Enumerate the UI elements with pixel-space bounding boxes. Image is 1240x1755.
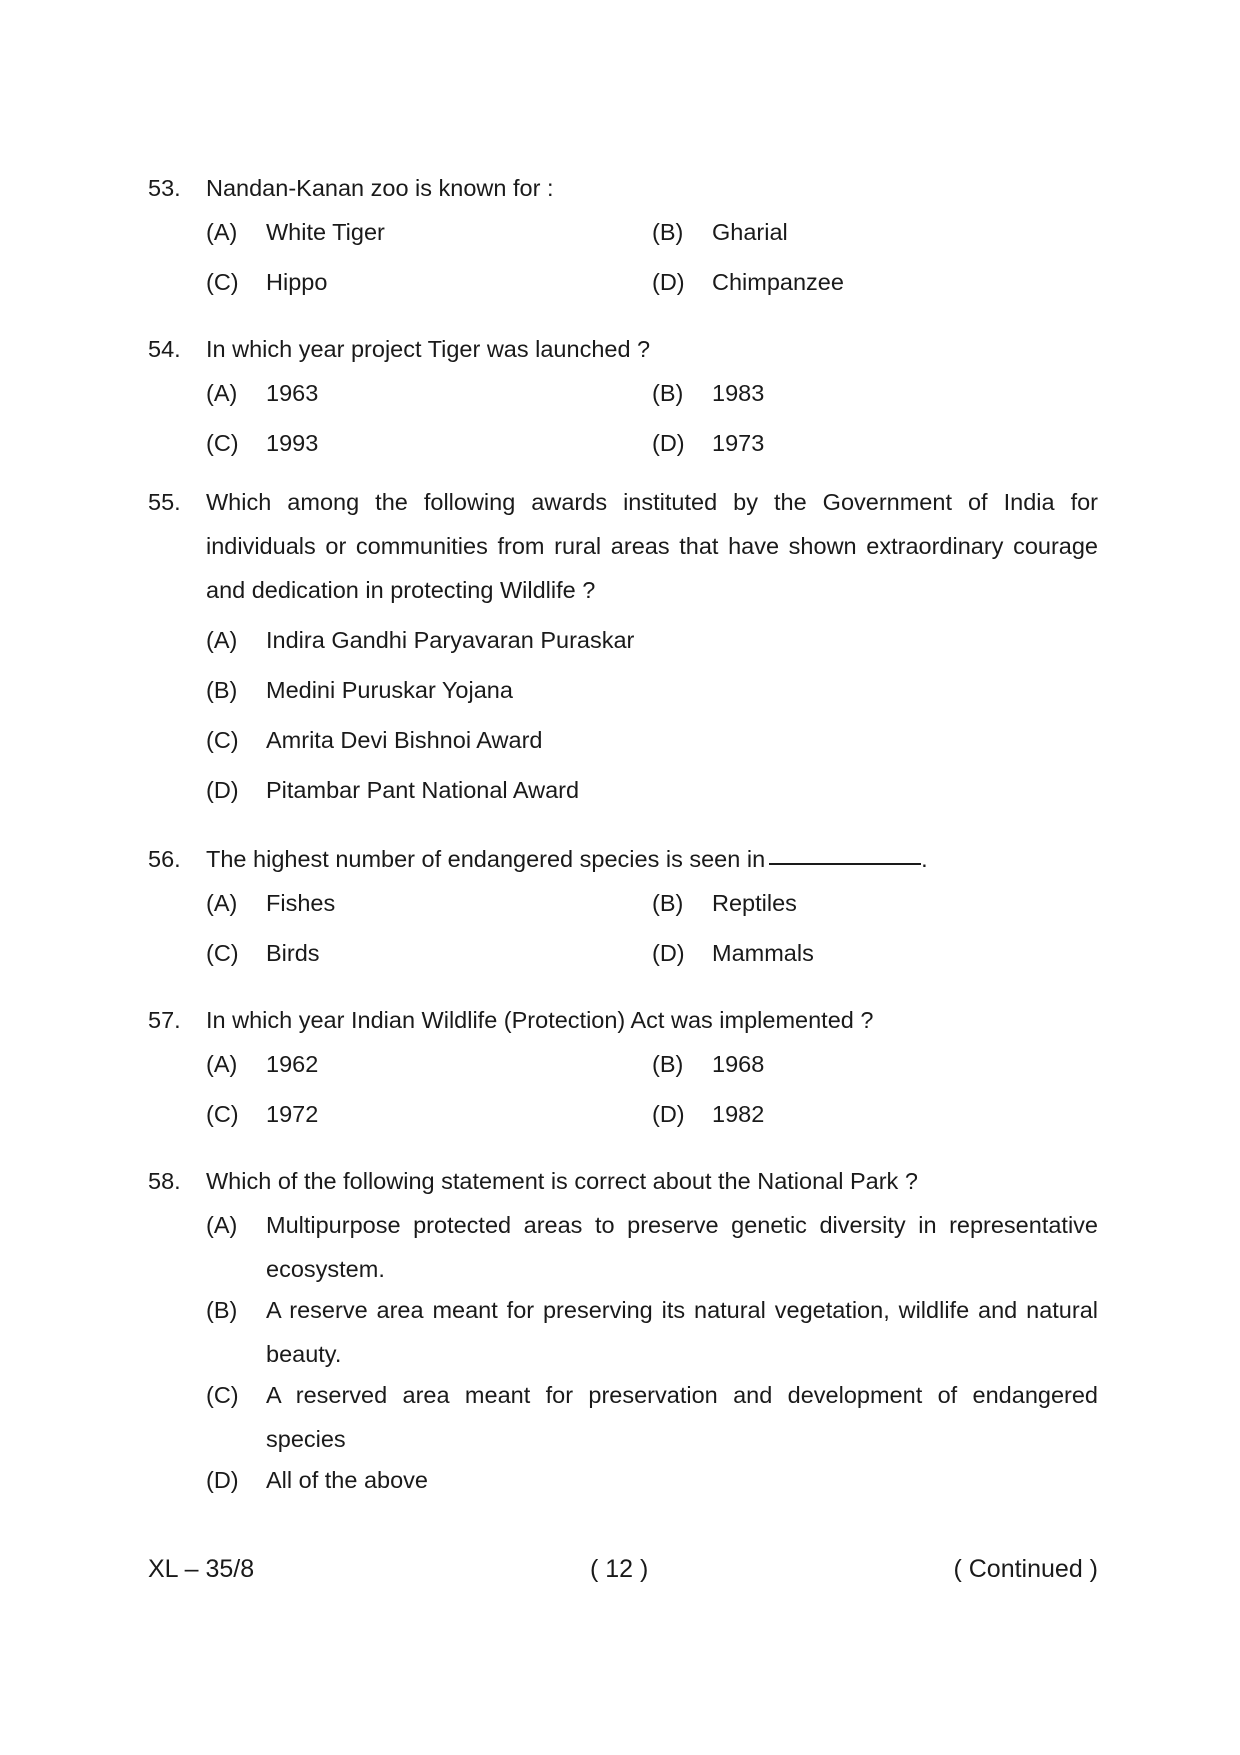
question-number: 56. bbox=[148, 846, 181, 872]
page-number: ( 12 ) bbox=[590, 1555, 649, 1583]
question-number: 57. bbox=[148, 1007, 181, 1033]
option-d: (D) Pitambar Pant National Award bbox=[206, 777, 580, 803]
question-55 bbox=[148, 489, 1098, 827]
question-text: Which of the following statement is correct about the National Park ? bbox=[206, 1168, 918, 1194]
question-53 bbox=[148, 175, 1098, 319]
option-c: (C) Birds bbox=[206, 940, 320, 966]
option-c: (C) 1972 bbox=[206, 1101, 319, 1127]
continued-note: ( Continued ) bbox=[953, 1555, 1098, 1583]
option-d: (D) Mammals bbox=[652, 940, 814, 966]
option-a: (A) Multipurpose protected areas to preserve genetic diversity in representative ecosystem. bbox=[206, 1212, 1098, 1282]
question-text: In which year project Tiger was launched ? bbox=[206, 336, 651, 362]
option-c: (C) 1993 bbox=[206, 430, 319, 456]
paper-code: XL – 35/8 bbox=[148, 1555, 255, 1583]
question-text: Nandan-Kanan zoo is known for : bbox=[206, 175, 554, 201]
option-d: (D) 1982 bbox=[652, 1101, 765, 1127]
question-text: The highest number of endangered species is seen in . bbox=[206, 846, 928, 872]
option-a: (A) 1963 bbox=[206, 380, 319, 406]
option-b: (B) A reserve area meant for preserving its natural vegetation, wildlife and natural beauty. bbox=[206, 1297, 1098, 1367]
option-a: (A) 1962 bbox=[206, 1051, 319, 1077]
option-d: (D) Chimpanzee bbox=[652, 269, 844, 295]
question-text: In which year Indian Wildlife (Protection) Act was implemented ? bbox=[206, 1007, 874, 1033]
option-a: (A) White Tiger bbox=[206, 219, 385, 245]
question-number: 54. bbox=[148, 336, 181, 362]
option-b: (B) Reptiles bbox=[652, 890, 797, 916]
option-b: (B) 1968 bbox=[652, 1051, 765, 1077]
option-d: (D) All of the above bbox=[206, 1467, 428, 1493]
question-number: 53. bbox=[148, 175, 181, 201]
question-number: 58. bbox=[148, 1168, 181, 1194]
option-c: (C) Amrita Devi Bishnoi Award bbox=[206, 727, 543, 753]
fill-in-blank bbox=[769, 863, 921, 865]
option-b: (B) 1983 bbox=[652, 380, 765, 406]
option-c: (C) Hippo bbox=[206, 269, 328, 295]
option-d: (D) 1973 bbox=[652, 430, 765, 456]
question-54 bbox=[148, 336, 1098, 480]
question-56 bbox=[148, 846, 1098, 990]
option-b: (B) Gharial bbox=[652, 219, 788, 245]
option-a: (A) Fishes bbox=[206, 890, 336, 916]
option-c: (C) A reserved area meant for preservation and development of endangered species bbox=[206, 1382, 1098, 1452]
question-57 bbox=[148, 1007, 1098, 1151]
question-58 bbox=[148, 1168, 1098, 1517]
page-footer bbox=[148, 1555, 1098, 1589]
question-number: 55. bbox=[148, 489, 181, 515]
option-b: (B) Medini Puruskar Yojana bbox=[206, 677, 513, 703]
option-a: (A) Indira Gandhi Paryavaran Puraskar bbox=[206, 627, 635, 653]
question-text: Which among the following awards instituted by the Government of India for individuals or communities from rural areas that have shown extraordinary courage and dedication in protecting Wildlife ? bbox=[206, 489, 1098, 603]
